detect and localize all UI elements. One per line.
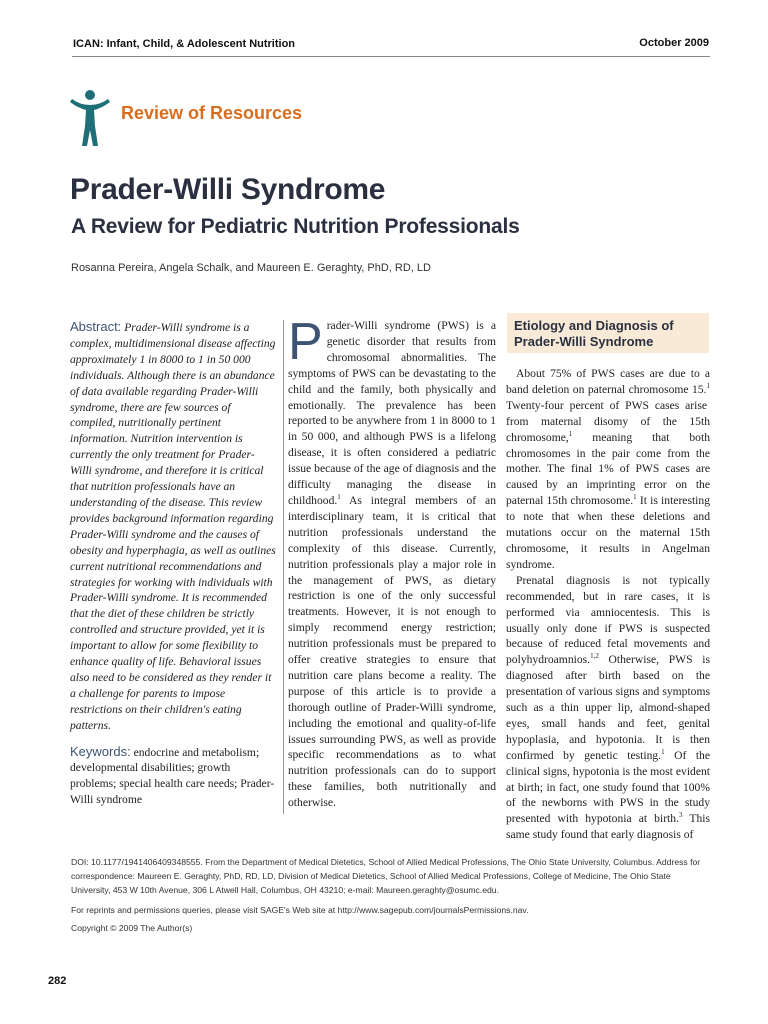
abstract-paragraph	[70, 319, 276, 734]
copyright-footnote: Copyright © 2009 The Author(s)	[71, 923, 193, 933]
issue-date: October 2009	[639, 37, 709, 49]
drop-cap: P	[288, 313, 323, 371]
journal-name: ICAN: Infant, Child, & Adolescent Nutrition	[73, 38, 296, 50]
reprints-footnote: For reprints and permissions queries, please visit SAGE's Web site at http://www.sagepub.com/journalsPermissions.nav.	[71, 905, 529, 915]
column-divider	[283, 320, 284, 814]
page-number: 282	[48, 975, 67, 987]
text-run: This same study found that early diagnosis of	[506, 812, 710, 842]
citation: 1	[706, 382, 710, 391]
section-heading: Etiology and Diagnosis of Prader-Willi Syndrome	[514, 318, 674, 349]
text-run: Twenty-four percent of PWS cases arise from maternal disomy of the 15th chromosome,	[506, 398, 710, 444]
text-run: About 75% of PWS cases are due to a band deletion on paternal chromosome 15.	[506, 367, 710, 396]
author-list: Rosanna Pereira, Angela Schalk, and Maureen E. Geraghty, PhD, RD, LD	[71, 262, 431, 274]
citation: 1	[633, 493, 637, 502]
abstract-column	[70, 319, 276, 808]
keywords-text: endocrine and metabolism; developmental disabilities; growth problems; special health care needs; Prader-Willi syndrome	[70, 745, 275, 807]
article-subtitle: A Review for Pediatric Nutrition Professionals	[71, 215, 520, 238]
intro-column	[288, 313, 496, 811]
etiology-column	[506, 366, 710, 843]
person-figure-icon	[68, 88, 112, 148]
etiology-paragraph-2	[506, 573, 710, 843]
text-run: Of the clinical signs, hypotonia is the most evident at birth; in fact, one study found that 100% of the newborns with PWS in the study presented with hypotonia at birth.	[506, 748, 710, 826]
citation: 1,2	[590, 652, 599, 661]
abstract-text: Prader-Willi syndrome is a complex, multidimensional disease affecting approximately 1 in 8000 to 1 in 50 000 individuals. Although there is an abundance of data available regarding Prader-Willi syndrome, there are few sources of compiled, nutritionally pertinent information. Nutrition intervention is currently the only treatment for Prader-Willi syndrome, and therefore it is critical that nutrition professionals have an understanding of the disease. This review provides background information regarding Prader-Willi syndrome and the causes of obesity and hyperphagia, as well as outlines current nutritional recommendations and strategies for working with individuals with Prader-Willi syndrome. It is recommended that the diet of these children be strictly controlled and structure provided, yet it is important to allow for some flexibility to enhance quality of life. Behavioral issues also need to be considered as they render it a challenge for parents to impose restrictions on their children's eating patterns.	[70, 321, 276, 732]
keywords-paragraph	[70, 744, 276, 809]
citation: 1	[337, 493, 341, 502]
doi-footnote: DOI: 10.1177/1941406409348555. From the Department of Medical Dietetics, School of Allied Medical Professions, The Ohio State University, Columbus. Address for correspondence: Maureen E. Geraghty, PhD, RD, LD, Division of Medical Dietetics, School of Allied Medical Professions, College of Medicine, The Ohio State University, 453 W 10th Avenue, 306 L Atwell Hall, Columbus, OH 43210; e-mail: Maureen.geraghty@osumc.edu.	[71, 857, 701, 895]
text-run: meaning that both chromosomes in the pair come from the mother. The final 1% of PWS cases are caused by an imprinting error on the paternal 15th chromosome.	[506, 430, 710, 508]
keywords-label: Keywords:	[70, 743, 131, 759]
citation: 1	[661, 747, 665, 756]
intro-text: rader-Willi syndrome (PWS) is a genetic disorder that results from chromosomal abnormalities. The symptoms of PWS can be devastating to the child and the family, both physically and emotionally. The prevalence has been reported to be anywhere from 1 in 8000 to 1 in 50 000, and although PWS is a lifelong disease, it is often considered a pediatric issue because of the age of diagnosis and the difficulty managing the disease in childhood.	[288, 319, 496, 507]
text-run: Otherwise, PWS is diagnosed after birth based on the presentation of various signs and symptoms such as a thin upper lip, almond-shaped eyes, small hands and feet, genital hypoplasia, and hypotonia. It is then confirmed by genetic testing.	[506, 653, 710, 762]
section-label: Review of Resources	[121, 103, 303, 123]
text-run: Prenatal diagnosis is not typically recommended, but in rare cases, it is performed via amniocentesis. This is usually only done if PWS is suspected because of reduced fetal movements and polyhydroamnios.	[506, 573, 710, 667]
citation: 3	[678, 811, 683, 820]
abstract-label: Abstract:	[70, 319, 122, 334]
etiology-paragraph-1	[506, 366, 710, 573]
header-divider	[72, 56, 710, 57]
intro-text-continued: As integral members of an interdisciplinary team, it is critical that nutrition professionals understand the complexity of this disease. Currently, nutrition professionals play a major role in the management of PWS, as dietary restriction is one of the only successful treatments. However, it is not enough to simply recommend energy restriction; nutrition professionals must be prepared to offer creative strategies to ensure that nutrition care plans become a reality. The purpose of this article is to provide a thorough outline of Prader-Willi syndrome, including the emotional and quality-of-life issues surrounding PWS, as well as provide specific recommendations as to what nutrition professionals can do to support these families, both nutritionally and otherwise.	[288, 493, 496, 810]
text-run: It is interesting to note that when these deletions and mutations occur on the maternal 15th chromosome, it results in Angelman syndrome.	[506, 494, 710, 571]
article-title: Prader-Willi Syndrome	[70, 173, 386, 206]
citation: 1	[568, 429, 573, 438]
intro-paragraph	[288, 313, 496, 811]
